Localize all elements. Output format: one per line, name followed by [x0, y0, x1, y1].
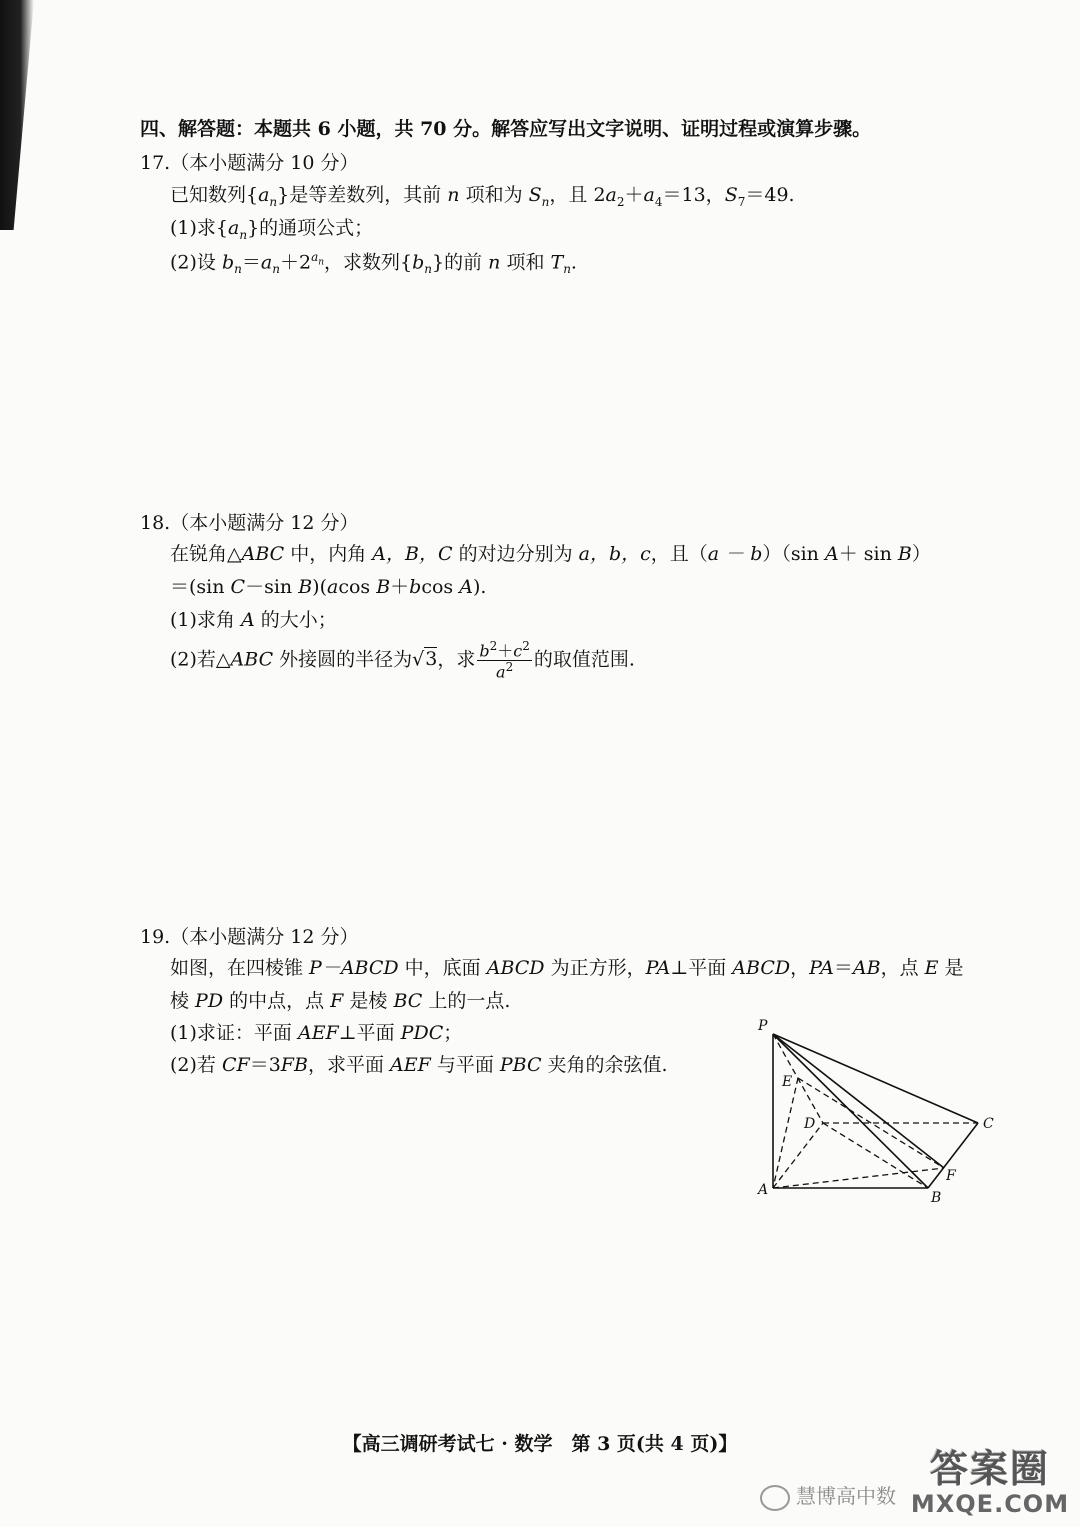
label-A: A — [758, 1182, 769, 1198]
label-E: E — [782, 1074, 793, 1090]
q18-part2: (2)若△ABC 外接圆的半径为√3，求 $\frac{b^2+c^2}{a^2}$ 的取值范围. — [170, 639, 635, 682]
site-logo — [905, 1448, 1075, 1524]
q18-line1: 在锐角△ABC 中，内角 A，B，C 的对边分别为 a，b，c，且（a － b）（sin A＋ sin B） — [170, 543, 931, 565]
segment-EF — [798, 1078, 944, 1168]
q18-header: 18.（本小题满分 12 分） — [140, 512, 359, 534]
edge-AD-hidden — [773, 1123, 823, 1188]
q19-header: 19.（本小题满分 12 分） — [140, 926, 359, 948]
q19-part2: (2)若 CF＝3FB，求平面 AEF 与平面 PBC 夹角的余弦值. — [170, 1054, 668, 1076]
scan-edge-shadow — [0, 0, 34, 230]
q17-intro: 已知数列$\{a_n\}$是等差数列，其前 n 项和为 $S_n$，且 $2a_2+a_4=13$，$S_7=49$. — [170, 184, 795, 209]
q18-part1: (1)求角 A 的大小； — [170, 609, 337, 631]
q17-part2: (2)设 $b_n=a_n+2^{a_n}$，求数列$\{b_n\}$的前 n 项和 $T_n$. — [170, 250, 577, 277]
section-title: 四、解答题：本题共 6 小题，共 70 分。解答应写出文字说明、证明过程或演算步骤。 — [140, 118, 872, 140]
watermark-text: 慧博高中数 — [760, 1480, 896, 1511]
label-F: F — [946, 1168, 956, 1184]
pyramid-figure — [740, 1012, 1010, 1212]
segment-DB — [823, 1123, 928, 1188]
edge-PF — [773, 1034, 944, 1168]
q19-line1: 如图，在四棱锥 P－ABCD 中，底面 ABCD 为正方形，PA⊥平面 ABCD，PA＝AB，点 E 是 — [170, 957, 964, 979]
q17-header: 17.（本小题满分 10 分） — [140, 152, 359, 174]
label-C: C — [983, 1116, 994, 1132]
q18-line2: ＝(sin C－sin B)(acos B＋bcos A). — [170, 576, 487, 598]
logo-bottom-text: MXQE.COM — [910, 1490, 1070, 1518]
logo-top-text: 答案圈 — [929, 1447, 1050, 1491]
fraction-b2c2-over-a2: $\frac{b^2+c^2}{a^2}$ — [479, 639, 530, 682]
q19-part1: (1)求证：平面 AEF⊥平面 PDC； — [170, 1022, 463, 1044]
q17-part1: (1)求$\{a_n\}$的通项公式； — [170, 217, 374, 242]
wechat-icon — [760, 1485, 790, 1511]
label-B: B — [931, 1190, 942, 1206]
page-footer: 【高三调研考试七 · 数学 第 3 页(共 4 页)】 — [342, 1433, 738, 1455]
label-D: D — [804, 1116, 816, 1132]
q19-line2: 棱 PD 的中点，点 F 是棱 BC 上的一点. — [170, 990, 511, 1012]
label-P: P — [758, 1018, 768, 1034]
edge-PC — [773, 1034, 978, 1123]
